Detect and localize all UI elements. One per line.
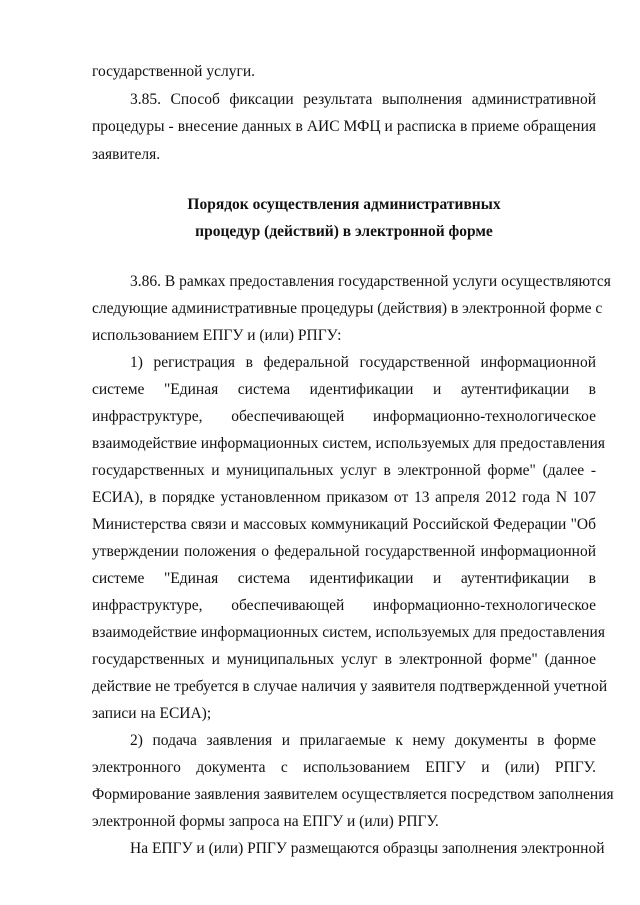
text-line: электронного документа с использованием ЕПГУ и (или) РПГУ.	[92, 759, 596, 776]
text-line: записи на ЕСИА);	[92, 705, 212, 722]
text-line: взаимодействие информационных систем, используемых для предоставления	[92, 435, 605, 452]
text-line: государственных и муниципальных услуг в электронной форме" (далее -	[92, 462, 596, 479]
text-line: действие не требуется в случае наличия у заявителя подтвержденной учетной	[92, 678, 608, 695]
list-item-2-line: 2) подача заявления и прилагаемые к нему документы в форме	[130, 732, 596, 749]
text-line: системе "Единая система идентификации и аутентификации в	[92, 570, 596, 587]
text-line: государственной услуги.	[92, 63, 255, 80]
section-heading-line-1: Порядок осуществления административных	[187, 196, 501, 213]
text-line: электронной формы запроса на ЕПГУ и (или) РПГУ.	[92, 813, 439, 830]
text-line: утверждении положения о федеральной государственной информационной	[92, 543, 596, 560]
text-line: инфраструктуре, обеспечивающей информационно-технологическое	[92, 597, 596, 614]
text-line: ЕСИА), в порядке установленном приказом от 13 апреля 2012 года N 107	[92, 489, 596, 506]
text-line: государственных и муниципальных услуг в электронной форме" (данное	[92, 651, 596, 668]
text-line: следующие административные процедуры (действия) в электронной форме с	[92, 300, 603, 317]
text-line: На ЕПГУ и (или) РПГУ размещаются образцы заполнения электронной	[130, 840, 605, 857]
text-line: процедуры - внесение данных в АИС МФЦ и расписка в приеме обращения	[92, 118, 596, 135]
section-heading-line-2: процедур (действий) в электронной форме	[195, 223, 493, 240]
list-item-1-line: 1) регистрация в федеральной государственной информационной	[130, 354, 596, 371]
text-line: инфраструктуре, обеспечивающей информационно-технологическое	[92, 408, 596, 425]
paragraph-3-86-line: 3.86. В рамках предоставления государственной услуги осуществляются	[130, 273, 611, 290]
text-line: заявителя.	[92, 146, 161, 163]
text-line: Министерства связи и массовых коммуникаций Российской Федерации "Об	[92, 516, 596, 533]
text-line: Формирование заявления заявителем осуществляется посредством заполнения	[92, 786, 614, 803]
text-line: системе "Единая система идентификации и аутентификации в	[92, 381, 596, 398]
text-line: взаимодействие информационных систем, используемых для предоставления	[92, 624, 605, 641]
paragraph-3-85-line: 3.85. Способ фиксации результата выполнения административной	[130, 91, 596, 108]
text-line: использованием ЕПГУ и (или) РПГУ:	[92, 327, 342, 344]
